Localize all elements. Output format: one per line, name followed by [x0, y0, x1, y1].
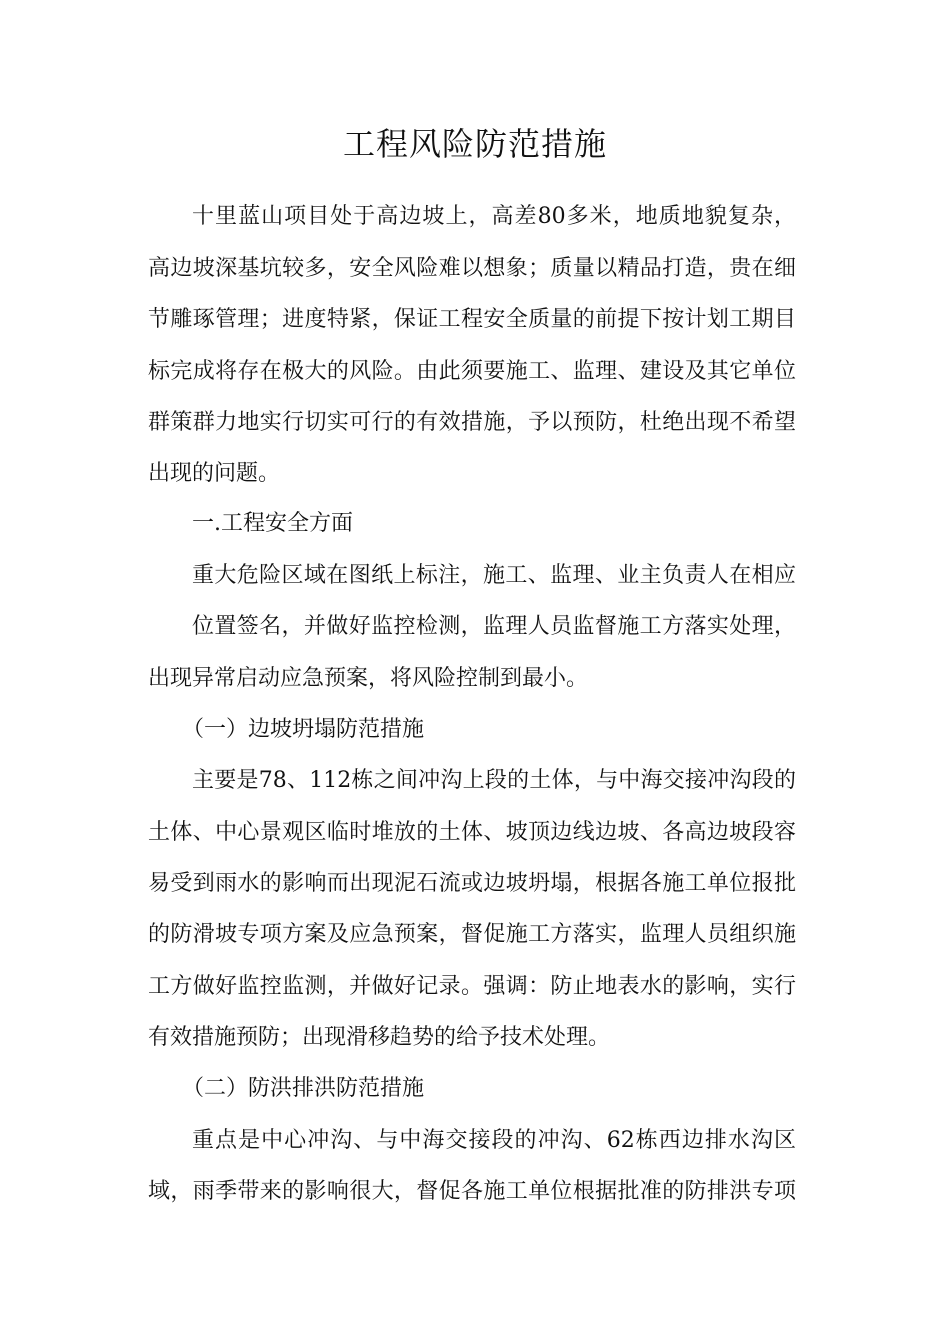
document-title: 工程风险防范措施 [342, 125, 607, 163]
paragraph-line: 节雕琢管理；进度特紧，保证工程安全质量的前提下按计划工期目 [148, 307, 796, 332]
paragraph-line: 易受到雨水的影响而出现泥石流或边坡坍塌，根据各施工单位报批 [148, 871, 796, 896]
section-heading: 一.工程安全方面 [192, 511, 353, 536]
paragraph-line: 土体、中心景观区临时堆放的土体、坡顶边线边坡、各高边坡段容 [148, 820, 796, 845]
paragraph-line: 群策群力地实行切实可行的有效措施，予以预防，杜绝出现不希望 [148, 410, 796, 435]
paragraph-line: 十里蓝山项目处于高边坡上，高差80多米，地质地貌复杂， [192, 204, 796, 229]
paragraph-line: 出现异常启动应急预案，将风险控制到最小。 [148, 666, 589, 691]
subsection-heading: （二）防洪排洪防范措施 [182, 1076, 425, 1101]
paragraph-line: 出现的问题。 [148, 461, 281, 486]
subsection-heading: （一）边坡坍塌防范措施 [182, 717, 425, 742]
paragraph-line: 标完成将存在极大的风险。由此须要施工、监理、建设及其它单位 [148, 359, 796, 384]
paragraph-line: 工方做好监控监测，并做好记录。强调：防止地表水的影响，实行 [148, 974, 796, 999]
paragraph-line: 位置签名，并做好监控检测，监理人员监督施工方落实处理， [192, 614, 796, 639]
paragraph-line: 主要是78、112栋之间冲沟上段的土体，与中海交接冲沟段的 [192, 768, 796, 793]
paragraph-line: 的防滑坡专项方案及应急预案，督促施工方落实，监理人员组织施 [148, 922, 796, 947]
paragraph-line: 高边坡深基坑较多，安全风险难以想象；质量以精品打造，贵在细 [148, 256, 796, 281]
paragraph-line: 重点是中心冲沟、与中海交接段的冲沟、62栋西边排水沟区 [192, 1128, 796, 1153]
paragraph-line: 有效措施预防；出现滑移趋势的给予技术处理。 [148, 1025, 611, 1050]
paragraph-line: 域，雨季带来的影响很大，督促各施工单位根据批准的防排洪专项 [148, 1179, 796, 1204]
paragraph-line: 重大危险区域在图纸上标注，施工、监理、业主负责人在相应 [192, 563, 796, 588]
